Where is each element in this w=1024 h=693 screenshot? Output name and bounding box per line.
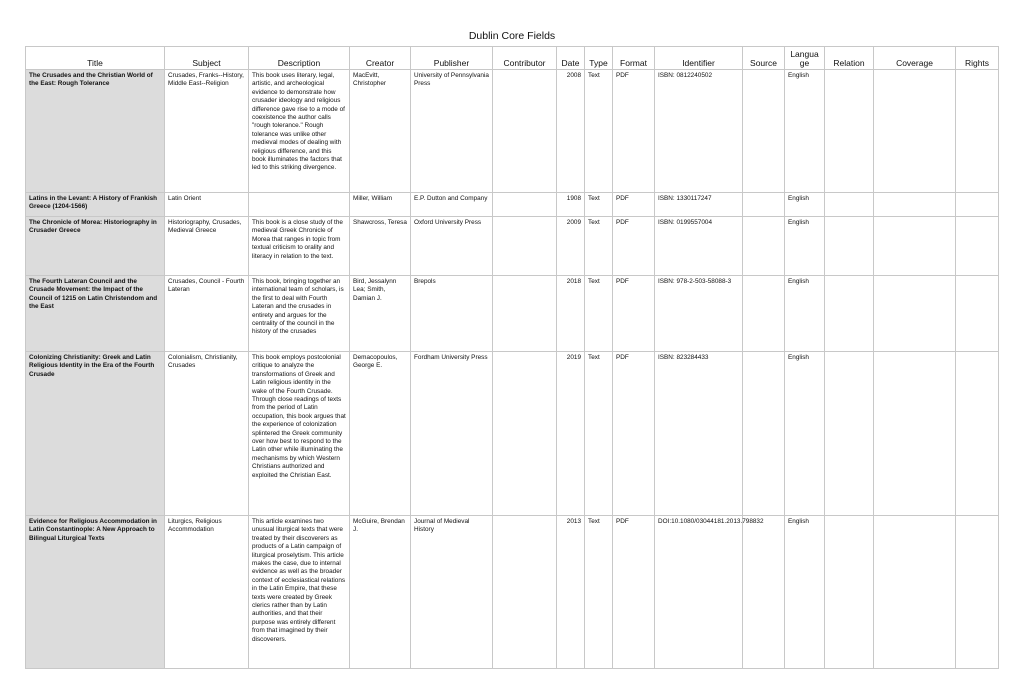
- cell-source[interactable]: [743, 70, 785, 193]
- cell-coverage[interactable]: [874, 516, 956, 669]
- cell-creator[interactable]: Miller, William: [350, 193, 411, 217]
- cell-type[interactable]: Text: [585, 352, 613, 516]
- cell-creator[interactable]: Shawcross, Teresa: [350, 217, 411, 276]
- cell-type[interactable]: Text: [585, 193, 613, 217]
- cell-contributor[interactable]: [493, 70, 557, 193]
- cell-language[interactable]: English: [785, 217, 825, 276]
- cell-format[interactable]: PDF: [613, 352, 655, 516]
- cell-format[interactable]: PDF: [613, 70, 655, 193]
- cell-identifier[interactable]: DOI:10.1080/03044181.2013.798832: [655, 516, 743, 669]
- cell-title[interactable]: The Crusades and the Christian World of the East: Rough Tolerance: [26, 70, 165, 193]
- cell-language[interactable]: English: [785, 193, 825, 217]
- column-header-coverage[interactable]: Coverage: [874, 47, 956, 70]
- cell-description[interactable]: This book uses literary, legal, artistic, and archeological evidence to demonstrate how crusader ideology and religious difference gave rise to a mode of coexistence the author calls "rough tolerance." Rough tolerance was unlike other medieval modes of dealing with religious difference, and this book illuminates the factors that led to this striking divergence.: [249, 70, 350, 193]
- cell-source[interactable]: [743, 352, 785, 516]
- cell-title[interactable]: Evidence for Religious Accommodation in Latin Constantinople: A New Approach to Bilingual Liturgical Texts: [26, 516, 165, 669]
- cell-date[interactable]: 2019: [557, 352, 585, 516]
- cell-creator[interactable]: McGuire, Brendan J.: [350, 516, 411, 669]
- cell-title[interactable]: Latins in the Levant: A History of Frankish Greece (1204-1566): [26, 193, 165, 217]
- cell-subject[interactable]: Colonialism, Christianity, Crusades: [165, 352, 249, 516]
- dublin-core-table: [25, 46, 999, 669]
- table-row: [26, 352, 999, 516]
- cell-coverage[interactable]: [874, 276, 956, 352]
- cell-publisher[interactable]: E.P. Dutton and Company: [411, 193, 493, 217]
- column-header-relation[interactable]: Relation: [825, 47, 874, 70]
- cell-identifier[interactable]: ISBN: 0812240502: [655, 70, 743, 193]
- cell-identifier[interactable]: ISBN: 823284433: [655, 352, 743, 516]
- cell-subject[interactable]: Historiography, Crusades, Medieval Greece: [165, 217, 249, 276]
- cell-contributor[interactable]: [493, 352, 557, 516]
- cell-description[interactable]: This article examines two unusual liturgical texts that were treated by their discoverers as products of a Latin campaign of liturgical proselytism. This article makes the case, due to internal evidence as well as the broader context of ecclesiastical relations in the Latin Empire, that these texts were created by Greek clerics rather than by Latin authorities, and that their purpose was entirely different from that imagined by their discoverers.: [249, 516, 350, 669]
- cell-rights[interactable]: [956, 193, 999, 217]
- cell-creator[interactable]: Bird, Jessalynn Lea; Smith, Damian J.: [350, 276, 411, 352]
- cell-relation[interactable]: [825, 70, 874, 193]
- cell-relation[interactable]: [825, 217, 874, 276]
- cell-rights[interactable]: [956, 276, 999, 352]
- cell-subject[interactable]: Latin Orient: [165, 193, 249, 217]
- cell-description[interactable]: [249, 193, 350, 217]
- cell-identifier[interactable]: ISBN: 0199557004: [655, 217, 743, 276]
- cell-relation[interactable]: [825, 352, 874, 516]
- column-header-source[interactable]: Source: [743, 47, 785, 70]
- cell-coverage[interactable]: [874, 217, 956, 276]
- column-header-type[interactable]: Type: [585, 47, 613, 70]
- cell-format[interactable]: PDF: [613, 193, 655, 217]
- table-row: [26, 217, 999, 276]
- cell-subject[interactable]: Liturgics, Religious Accommodation: [165, 516, 249, 669]
- cell-date[interactable]: 2013: [557, 516, 585, 669]
- column-header-publisher[interactable]: Publisher: [411, 47, 493, 70]
- cell-type[interactable]: Text: [585, 217, 613, 276]
- cell-description[interactable]: This book, bringing together an international team of scholars, is the first to deal with Fourth Lateran and the crusades in entirety and argues for the centrality of the council in the history of the crusades: [249, 276, 350, 352]
- column-header-format[interactable]: Format: [613, 47, 655, 70]
- cell-date[interactable]: 2008: [557, 70, 585, 193]
- cell-language[interactable]: English: [785, 516, 825, 669]
- cell-title[interactable]: The Chronicle of Morea: Historiography in Crusader Greece: [26, 217, 165, 276]
- cell-format[interactable]: PDF: [613, 516, 655, 669]
- cell-coverage[interactable]: [874, 352, 956, 516]
- cell-source[interactable]: [743, 217, 785, 276]
- cell-language[interactable]: English: [785, 70, 825, 193]
- cell-creator[interactable]: Demacopoulos, George E.: [350, 352, 411, 516]
- cell-coverage[interactable]: [874, 193, 956, 217]
- cell-publisher[interactable]: Brepols: [411, 276, 493, 352]
- cell-contributor[interactable]: [493, 276, 557, 352]
- table-row: [26, 516, 999, 669]
- cell-rights[interactable]: [956, 70, 999, 193]
- cell-relation[interactable]: [825, 276, 874, 352]
- cell-source[interactable]: [743, 193, 785, 217]
- cell-title[interactable]: Colonizing Christianity: Greek and Latin Religious Identity in the Era of the Fourth Crusade: [26, 352, 165, 516]
- cell-format[interactable]: PDF: [613, 276, 655, 352]
- column-header-contributor[interactable]: Contributor: [493, 47, 557, 70]
- cell-format[interactable]: PDF: [613, 217, 655, 276]
- cell-source[interactable]: [743, 516, 785, 669]
- cell-publisher[interactable]: University of Pennsylvania Press: [411, 70, 493, 193]
- cell-identifier[interactable]: ISBN: 978-2-503-58088-3: [655, 276, 743, 352]
- cell-contributor[interactable]: [493, 217, 557, 276]
- column-header-creator[interactable]: Creator: [350, 47, 411, 70]
- cell-language[interactable]: English: [785, 276, 825, 352]
- header-row: [26, 47, 999, 70]
- cell-date[interactable]: 2009: [557, 217, 585, 276]
- cell-coverage[interactable]: [874, 70, 956, 193]
- cell-description[interactable]: This book employs postcolonial critique to analyze the transformations of Greek and Latin religious identity in the wake of the Fourth Crusade. Through close readings of texts from the period of Latin occupation, this book argues that the experience of colonization splintered the Greek community over how best to respond to the Latin other while illuminating the mechanisms by which Western Christians authorized and exploited the Christian East.: [249, 352, 350, 516]
- cell-relation[interactable]: [825, 516, 874, 669]
- cell-type[interactable]: Text: [585, 276, 613, 352]
- cell-source[interactable]: [743, 276, 785, 352]
- cell-type[interactable]: Text: [585, 70, 613, 193]
- cell-rights[interactable]: [956, 217, 999, 276]
- column-header-subject[interactable]: Subject: [165, 47, 249, 70]
- cell-creator[interactable]: MacEvitt, Christopher: [350, 70, 411, 193]
- cell-date[interactable]: 1908: [557, 193, 585, 217]
- column-header-description[interactable]: Description: [249, 47, 350, 70]
- table-row: [26, 276, 999, 352]
- cell-subject[interactable]: Crusades, Franks--History, Middle East--Religion: [165, 70, 249, 193]
- cell-publisher[interactable]: Journal of Medieval History: [411, 516, 493, 669]
- cell-identifier[interactable]: ISBN: 1330117247: [655, 193, 743, 217]
- cell-contributor[interactable]: [493, 193, 557, 217]
- cell-publisher[interactable]: Oxford University Press: [411, 217, 493, 276]
- cell-rights[interactable]: [956, 516, 999, 669]
- column-header-date[interactable]: Date: [557, 47, 585, 70]
- column-header-language[interactable]: Langua ge: [785, 47, 825, 70]
- page-title: Dublin Core Fields: [468, 30, 556, 42]
- table-row: [26, 193, 999, 217]
- cell-title[interactable]: The Fourth Lateran Council and the Crusade Movement: the Impact of the Council of 1215 on Latin Christendom and the East: [26, 276, 165, 352]
- cell-type[interactable]: Text: [585, 516, 613, 669]
- column-header-rights[interactable]: Rights: [956, 47, 999, 70]
- cell-relation[interactable]: [825, 193, 874, 217]
- cell-contributor[interactable]: [493, 516, 557, 669]
- cell-publisher[interactable]: Fordham University Press: [411, 352, 493, 516]
- column-header-title[interactable]: Title: [26, 47, 165, 70]
- cell-date[interactable]: 2018: [557, 276, 585, 352]
- cell-subject[interactable]: Crusades, Council - Fourth Lateran: [165, 276, 249, 352]
- cell-description[interactable]: This book is a close study of the medieval Greek Chronicle of Morea that ranges in topic from textual criticism to orality and literacy in relation to the text.: [249, 217, 350, 276]
- cell-language[interactable]: English: [785, 352, 825, 516]
- column-header-identifier[interactable]: Identifier: [655, 47, 743, 70]
- cell-rights[interactable]: [956, 352, 999, 516]
- table-row: [26, 70, 999, 193]
